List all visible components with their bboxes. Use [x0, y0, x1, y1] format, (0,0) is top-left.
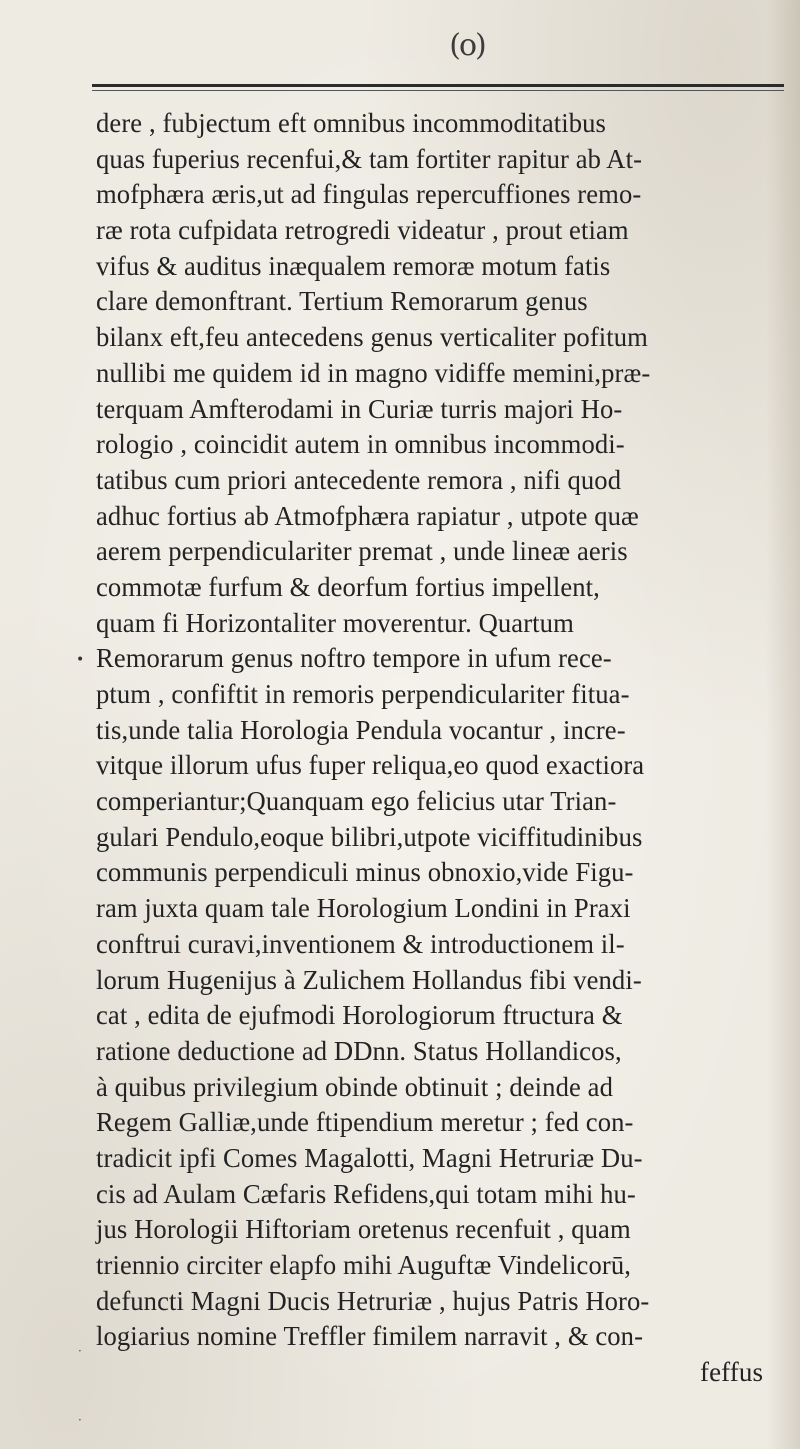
text-line: ptum , confiftit in remoris perpendiculariter fitua- — [96, 679, 630, 709]
text-line: mofphæra æris,ut ad fingulas repercuffiones remo- — [96, 179, 642, 210]
text-line: comperiantur;Quanquam ego felicius utar Trian- — [96, 786, 617, 817]
text-line: communis perpendiculi minus obnoxio,vide Figu- — [96, 857, 634, 888]
text-line: quam fi Horizontaliter moverentur. Quartum — [96, 607, 574, 638]
header-rule — [92, 84, 784, 87]
text-line: ræ rota cufpidata retrogredi videatur , prout etiam — [96, 215, 629, 246]
text-line-catchword: feffus — [700, 1357, 764, 1388]
text-line: quas fuperius recenfui,& tam fortiter rapitur ab At- — [96, 143, 643, 174]
margin-dot-mark-lower: · — [78, 1344, 82, 1358]
text-line: bilanx eft,feu antecedens genus verticaliter pofitum — [96, 322, 648, 353]
page-number: (o) — [449, 28, 485, 63]
text-line: cat , edita de ejufmodi Horologiorum ftructura & — [96, 1000, 623, 1031]
text-line: logiarius nomine Treffler fimilem narravit , & con- — [96, 1321, 644, 1352]
text-line: jus Horologii Hiftoriam oretenus recenfuit , quam — [96, 1214, 631, 1245]
text-line: ram juxta quam tale Horologium Londini in Praxi — [96, 893, 631, 924]
text-line: tis,unde talia Horologia Pendula vocantur , incre- — [96, 714, 626, 745]
text-line: vitque illorum ufus fuper reliqua,eo quod exactiora — [96, 750, 645, 781]
text-line: clare demonftrant. Tertium Remorarum genus — [96, 286, 588, 317]
margin-dot-mark: • — [76, 652, 85, 668]
text-line: rologio , coincidit autem in omnibus incommodi- — [96, 429, 625, 460]
text-line: aerem perpendiculariter premat , unde lineæ aeris — [96, 536, 628, 567]
margin-dot-mark-bottom: · — [78, 1413, 82, 1427]
text-line: tatibus cum priori antecedente remora , nifi quod — [96, 464, 622, 495]
text-line: Regem Galliæ,unde ftipendium meretur ; fed con- — [96, 1107, 634, 1138]
text-line: gulari Pendulo,eoque bilibri,utpote viciffitudinibus — [96, 821, 643, 852]
text-line: Remorarum genus noftro tempore in ufum rece- — [96, 643, 612, 674]
text-line: commotæ furfum & deorfum fortius impellent, — [96, 571, 600, 602]
text-line: conftrui curavi,inventionem & introductionem il- — [96, 928, 625, 959]
text-line: vifus & auditus inæqualem remoræ motum fatis — [96, 250, 611, 281]
text-line: triennio circiter elapfo mihi Auguftæ Vindelicorū, — [96, 1250, 631, 1280]
text-line: à quibus privilegium obinde obtinuit ; deinde ad — [96, 1071, 613, 1102]
text-line: cis ad Aulam Cæfaris Refidens,qui totam mihi hu- — [96, 1178, 636, 1209]
text-line: ratione deductione ad DDnn. Status Hollandicos, — [96, 1035, 622, 1066]
text-line: lorum Hugenijus à Zulichem Hollandus fibi vendi- — [96, 964, 642, 995]
header-rule-thin — [92, 90, 784, 91]
text-line: terquam Amfterodami in Curiæ turris majori Ho- — [96, 393, 623, 424]
text-line: adhuc fortius ab Atmofphæra rapiatur , utpote quæ — [96, 500, 639, 531]
text-line: tradicit ipfi Comes Magalotti, Magni Hetruriæ Du- — [96, 1142, 643, 1173]
text-line: nullibi me quidem id in magno vidiffe memini,præ- — [96, 357, 651, 388]
text-line: dere , fubjectum eft omnibus incommoditatibus — [96, 108, 607, 138]
body-text — [96, 106, 796, 1391]
text-line: defuncti Magni Ducis Hetruriæ , hujus Patris Horo- — [96, 1285, 650, 1316]
